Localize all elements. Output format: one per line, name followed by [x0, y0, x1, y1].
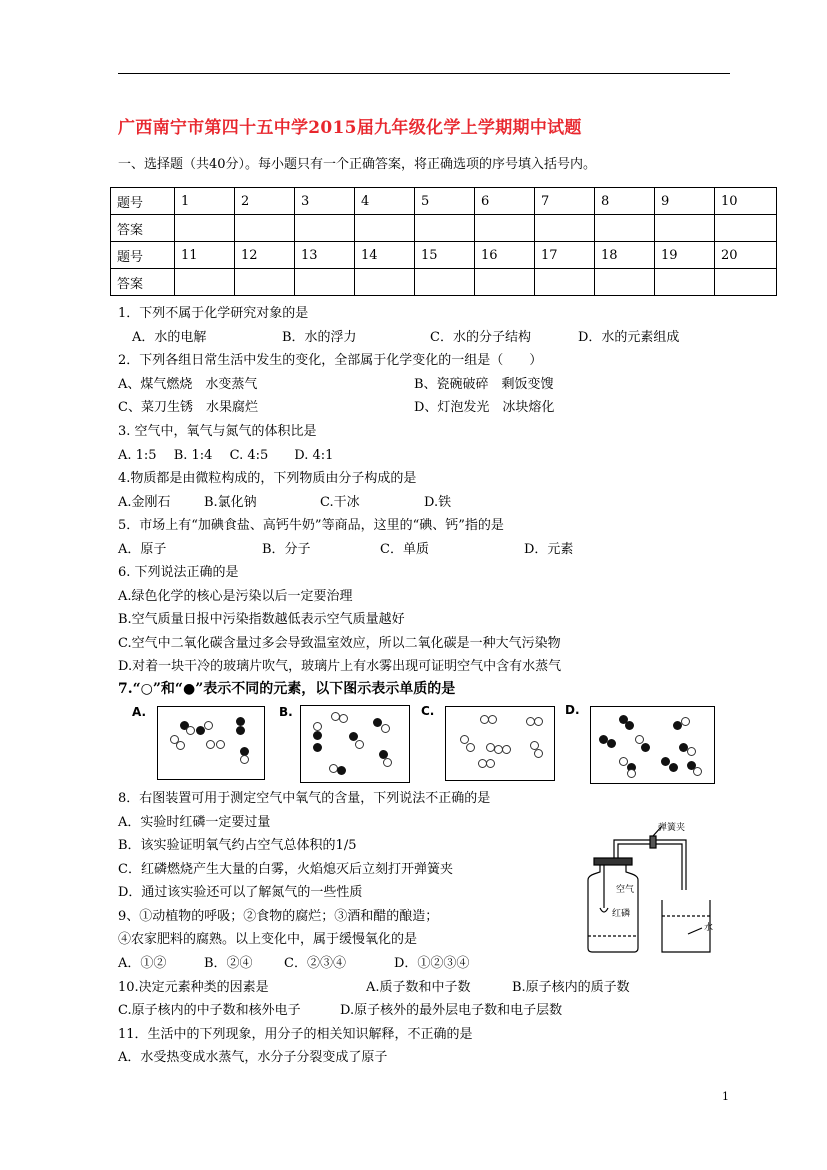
option: C．水的分子结构: [430, 330, 531, 345]
option: D．①②③④: [394, 956, 470, 971]
white-atom: [176, 741, 185, 750]
white-atom: [206, 740, 215, 749]
answer-cell: [595, 215, 655, 242]
answer-cell: [535, 215, 595, 242]
white-atom: [627, 769, 636, 778]
option: D．通过该实验还可以了解氮气的一些性质: [118, 885, 363, 900]
question-number-cell: 17: [535, 242, 595, 269]
table-header-label: 题号: [111, 188, 175, 215]
table-answer-label: 答案: [111, 269, 175, 296]
table-answer-label: 答案: [111, 215, 175, 242]
apparatus-figure: [570, 820, 718, 960]
option: B．分子: [262, 542, 311, 557]
question-number-cell: 7: [535, 188, 595, 215]
white-atom: [502, 745, 511, 754]
black-atom: [236, 726, 245, 735]
page-number: 1: [722, 1090, 729, 1103]
diagram-d: [590, 706, 715, 784]
option: D．元素: [524, 542, 574, 557]
black-atom: [337, 766, 346, 775]
option: C．②③④: [284, 956, 346, 971]
option: A．水的电解: [132, 330, 207, 345]
option: D.对着一块干冷的玻璃片吹气，玻璃片上有水雾出现可证明空气中含有水蒸气: [118, 659, 562, 674]
option: C.空气中二氧化碳含量过多会导致温室效应，所以二氧化碳是一种大气污染物: [118, 636, 561, 651]
white-atom: [355, 740, 364, 749]
answer-cell: [295, 269, 355, 296]
white-atom: [466, 743, 475, 752]
answer-cell: [715, 215, 777, 242]
answer-cell: [175, 215, 235, 242]
answer-cell: [175, 269, 235, 296]
diagram-a: [157, 706, 265, 780]
answer-cell: [355, 215, 415, 242]
option: B.空气质量日报中污染指数越低表示空气质量越好: [118, 612, 405, 627]
question-4: 4.物质都是由微粒构成的，下列物质由分子构成的是: [118, 471, 417, 486]
question-number-cell: 4: [355, 188, 415, 215]
question-2: 2．下列各组日常生活中发生的变化，全部属于化学变化的一组是（ ）: [118, 353, 543, 368]
option: A．水受热变成水蒸气，水分子分裂变成了原子: [118, 1050, 388, 1065]
figure-label-a: A.: [132, 705, 147, 719]
option: A.绿色化学的核心是污染以后一定要治理: [118, 589, 353, 604]
section-heading: 一、选择题（共40分）。每小题只有一个正确答案，将正确选项的序号填入括号内。: [118, 157, 597, 172]
option: A.质子数和中子数: [366, 980, 471, 995]
q2-options-1: [118, 377, 718, 393]
white-atom: [186, 726, 195, 735]
question-number-cell: 20: [715, 242, 777, 269]
question-number-cell: 6: [475, 188, 535, 215]
option: A．原子: [118, 542, 167, 557]
white-atom: [216, 740, 225, 749]
label-air: 空气: [616, 885, 635, 895]
option: B.氯化钠: [204, 495, 257, 510]
option: D．水的元素组成: [578, 330, 680, 345]
figure-label-b: B.: [279, 705, 293, 719]
page-title: 广西南宁市第四十五中学2015届九年级化学上学期期中试题: [118, 118, 582, 138]
question-5: 5．市场上有“加碘食盐、高钙牛奶”等商品，这里的“碘、钙”指的是: [118, 518, 504, 533]
answer-table: [110, 187, 777, 296]
question-number-cell: 13: [295, 242, 355, 269]
answer-cell: [355, 269, 415, 296]
black-atom: [669, 763, 678, 772]
answer-cell: [415, 269, 475, 296]
white-atom: [687, 747, 696, 756]
option: A．实验时红磷一定要过量: [118, 815, 271, 830]
option: B．②④: [204, 956, 253, 971]
question-number-cell: 19: [655, 242, 715, 269]
q4-options: [118, 495, 718, 511]
answer-cell: [235, 215, 295, 242]
white-atom: [381, 724, 390, 733]
question-11: 11．生活中的下列现象，用分子的相关知识解释，不正确的是: [118, 1027, 473, 1042]
question-number-cell: 14: [355, 242, 415, 269]
answer-cell: [475, 269, 535, 296]
label-clamp: 弹簧夹: [658, 823, 686, 833]
label-phosphorus: 红磷: [612, 909, 631, 919]
option: C.干冰: [320, 495, 360, 510]
white-atom: [486, 759, 495, 768]
answer-cell: [235, 269, 295, 296]
answer-cell: [655, 215, 715, 242]
figure-label-d: D.: [565, 703, 580, 717]
question-number-cell: 5: [415, 188, 475, 215]
q9-options: [118, 956, 718, 972]
option: B.原子核内的质子数: [512, 980, 630, 995]
white-atom: [240, 755, 249, 764]
white-atom: [383, 758, 392, 767]
q2-options-2: [118, 400, 718, 416]
question-1: 1．下列不属于化学研究对象的是: [118, 306, 309, 321]
option: A.金刚石: [118, 495, 171, 510]
white-atom: [534, 749, 543, 758]
white-atom: [681, 717, 690, 726]
table-header-label: 题号: [111, 242, 175, 269]
diagram-b: [300, 705, 410, 783]
white-atom: [534, 717, 543, 726]
question-number-cell: 9: [655, 188, 715, 215]
white-atom: [693, 767, 702, 776]
black-atom: [607, 739, 616, 748]
option: A、煤气燃烧 水变蒸气: [118, 377, 258, 392]
diagram-c: [445, 706, 555, 781]
black-atom: [236, 717, 245, 726]
question-number-cell: 2: [235, 188, 295, 215]
white-atom: [339, 714, 348, 723]
option: B、瓷碗破碎 剩饭变馊: [414, 377, 554, 392]
q10-options: [118, 1003, 728, 1019]
question-8: 8．右图装置可用于测定空气中氧气的含量，下列说法不正确的是: [118, 791, 491, 806]
option: D、灯泡发光 冰块熔化: [414, 400, 555, 415]
answer-cell: [535, 269, 595, 296]
question-number-cell: 10: [715, 188, 777, 215]
option: B．水的浮力: [282, 330, 357, 345]
question-number-cell: 16: [475, 242, 535, 269]
question-number-cell: 15: [415, 242, 475, 269]
question-number-cell: 12: [235, 242, 295, 269]
question-9: 9、①动植物的呼吸；②食物的腐烂；③酒和醋的酿造；: [118, 909, 439, 924]
answer-cell: [415, 215, 475, 242]
answer-cell: [475, 215, 535, 242]
answer-cell: [715, 269, 777, 296]
question-3: 3. 空气中，氧气与氮气的体积比是: [118, 424, 317, 439]
option: C、菜刀生锈 水果腐烂: [118, 400, 258, 415]
black-atom: [313, 731, 322, 740]
question-7: 7.“○”和“●”表示不同的元素，以下图示表示单质的是: [118, 681, 456, 697]
question-number-cell: 18: [595, 242, 655, 269]
answer-cell: [595, 269, 655, 296]
black-atom: [641, 743, 650, 752]
question-10: [118, 980, 728, 996]
option: C.原子核内的中子数和核外电子: [118, 1003, 301, 1018]
white-atom: [313, 722, 322, 731]
option: A．①②: [118, 956, 167, 971]
option: D.铁: [424, 495, 452, 510]
option: C．单质: [380, 542, 429, 557]
question-number-cell: 8: [595, 188, 655, 215]
question-number-cell: 11: [175, 242, 235, 269]
answer-cell: [655, 269, 715, 296]
question-9-cont: ④农家肥料的腐熟。以上变化中，属于缓慢氧化的是: [118, 932, 418, 947]
option: B．该实验证明氧气约占空气总体积的1/5: [118, 838, 357, 853]
q5-options: [118, 542, 718, 558]
option: D.原子核外的最外层电子数和电子层数: [340, 1003, 563, 1018]
white-atom: [488, 715, 497, 724]
question-stem: 10.决定元素种类的因素是: [118, 980, 269, 995]
option: C．红磷燃烧产生大量的白雾，火焰熄灭后立刻打开弹簧夹: [118, 862, 453, 877]
black-atom: [313, 743, 322, 752]
label-water: 水: [704, 923, 714, 933]
q3-options: A. 1:5 B. 1:4 C. 4:5 D. 4:1: [118, 448, 334, 463]
figure-label-c: C.: [421, 704, 435, 718]
question-number-cell: 3: [295, 188, 355, 215]
header-rule: [118, 73, 730, 74]
white-atom: [204, 721, 213, 730]
answer-cell: [295, 215, 355, 242]
question-number-cell: 1: [175, 188, 235, 215]
question-6: 6. 下列说法正确的是: [118, 565, 239, 580]
black-atom: [625, 721, 634, 730]
q1-options: [118, 330, 718, 346]
